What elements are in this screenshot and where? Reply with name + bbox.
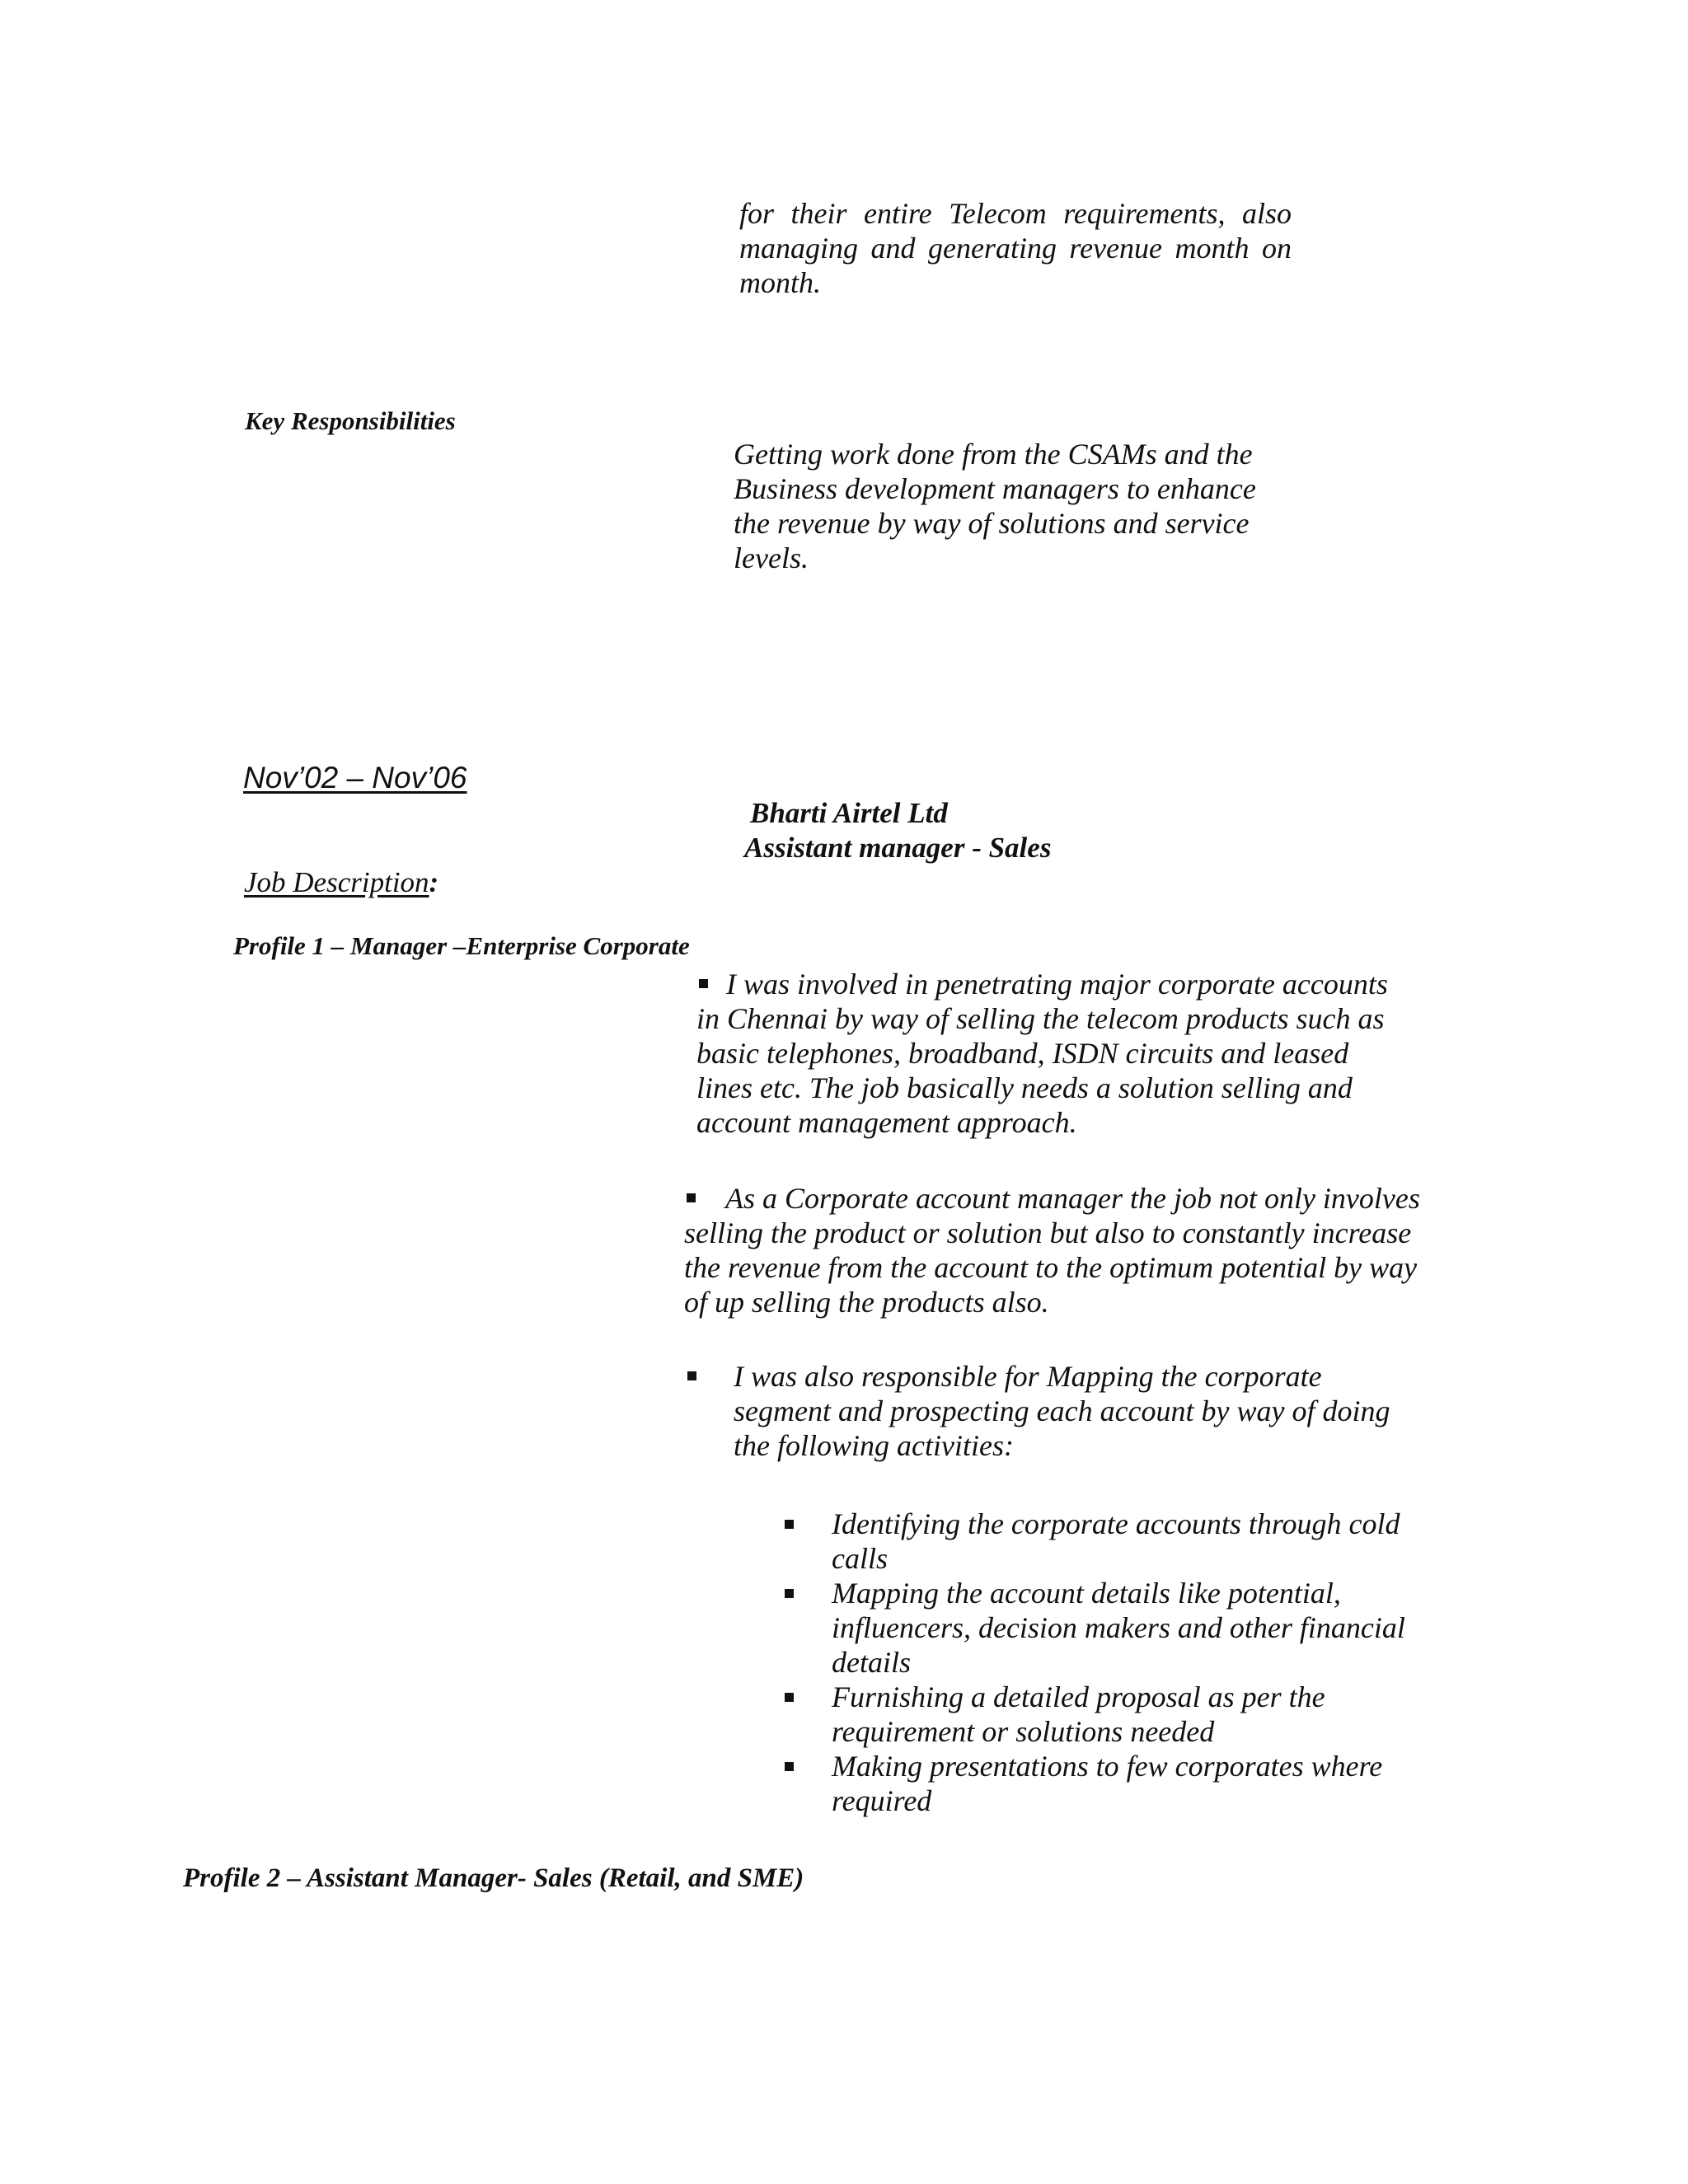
activity-line: details [832,1646,911,1679]
square-bullet-icon [785,1762,794,1771]
profile1-bullet-3 [734,1359,1442,1463]
key-responsibilities-line: the revenue by way of solutions and service [734,507,1250,540]
company-name: Bharti Airtel Ltd [750,797,948,829]
activity-line: Identifying the corporate accounts through cold [832,1507,1400,1540]
square-bullet-icon [687,1193,696,1202]
profile1-bullet-2 [684,1181,1442,1319]
bullet-text: As a Corporate account manager the job not only involves [725,1182,1420,1215]
bullet-text-line: segment and prospecting each account by way of doing [734,1394,1390,1427]
activity-line: Making presentations to few corporates where [832,1750,1383,1783]
key-responsibilities-line: Getting work done from the CSAMs and the [734,438,1253,471]
job-period: Nov’02 – Nov’06 [243,761,467,794]
square-bullet-icon [785,1520,794,1529]
bullet-text-line: the following activities: [734,1429,1014,1462]
intro-line: managing and generating revenue month on [739,232,1292,265]
activity-line: calls [832,1542,888,1575]
profile1-heading: Profile 1 – Manager –Enterprise Corporate [233,931,690,960]
job-description-colon: : [429,866,439,898]
intro-paragraph [739,196,1292,300]
profile1-bullet-3-marker [687,1371,696,1386]
intro-line: for their entire Telecom requirements, also [739,197,1292,230]
profile1-bullet-1 [696,967,1422,1140]
bullet-text-line: I was also responsible for Mapping the corporate [734,1360,1322,1393]
key-responsibilities-text [734,437,1311,575]
bullet-text-line: in Chennai by way of selling the telecom products such as [696,1002,1385,1035]
activity-item [832,1749,1458,1818]
activity-line: Furnishing a detailed proposal as per the [832,1680,1325,1713]
activity-line: requirement or solutions needed [832,1715,1215,1748]
bullet-text-line: lines etc. The job basically needs a solution selling and [696,1071,1353,1104]
square-bullet-icon [699,979,708,988]
activity-line: Mapping the account details like potential, [832,1577,1341,1610]
intro-line: month. [739,266,821,299]
bullet-text-line: the revenue from the account to the optimum potential by way [684,1251,1418,1284]
bullet-2-first-line [684,1181,1442,1216]
square-bullet-icon [785,1693,794,1702]
bullet-1-first-line [696,967,1422,1001]
bullet-text-line: of up selling the products also. [684,1286,1049,1319]
key-responsibilities-heading: Key Responsibilities [245,406,456,435]
activity-line: required [832,1784,932,1817]
square-bullet-icon [785,1589,794,1598]
bullet-text-line: selling the product or solution but also to constantly increase [684,1216,1412,1249]
job-description-label [244,865,438,900]
activity-item [832,1680,1458,1749]
activity-line: influencers, decision makers and other financial [832,1611,1405,1644]
bullet-text: I was involved in penetrating major corporate accounts [726,968,1388,1001]
job-role: Assistant manager - Sales [744,832,1052,864]
activities-list [832,1507,1458,1818]
bullet-text-line: account management approach. [696,1106,1077,1139]
square-bullet-icon [687,1371,696,1380]
key-responsibilities-line: Business development managers to enhance [734,472,1256,505]
job-description-text: Job Description [244,866,429,898]
profile2-heading: Profile 2 – Assistant Manager- Sales (Retail, and SME) [183,1863,804,1893]
bullet-text-line: basic telephones, broadband, ISDN circuits and leased [696,1037,1349,1070]
activity-item [832,1507,1458,1576]
key-responsibilities-line: levels. [734,541,809,574]
activity-item [832,1576,1458,1680]
